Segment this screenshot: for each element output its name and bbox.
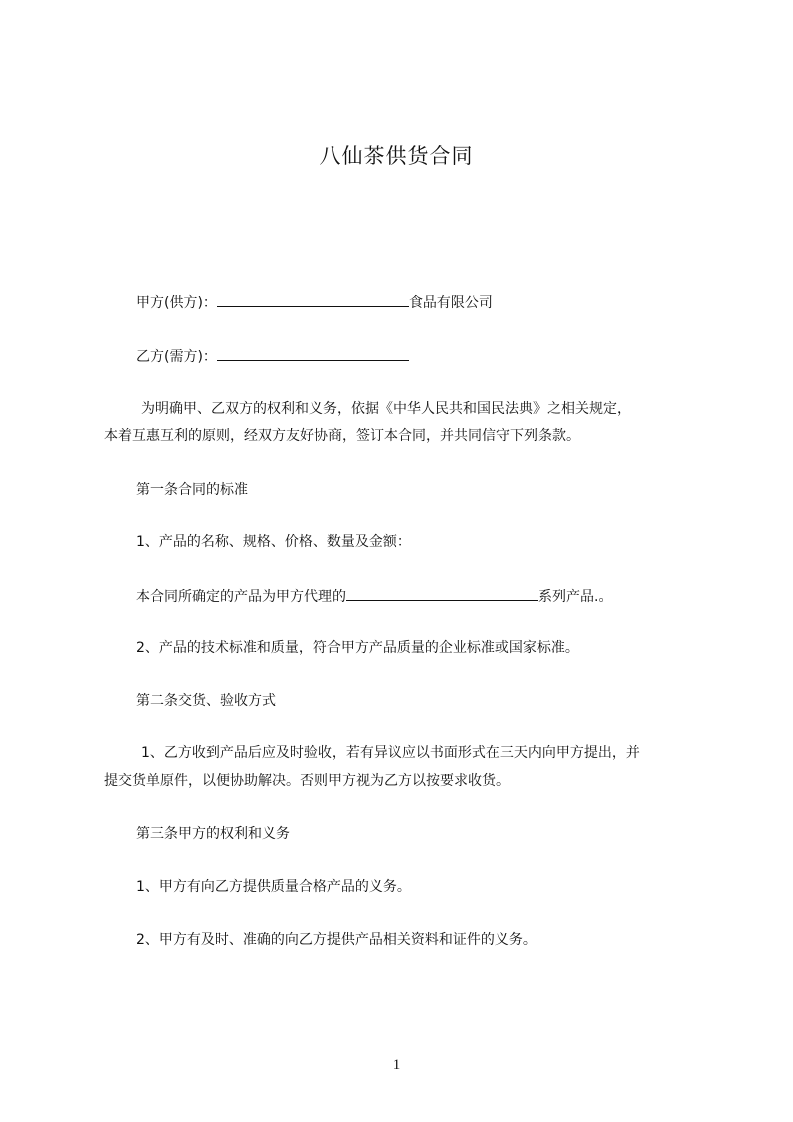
product-prefix: 本合同所确定的产品为甲方代理的	[136, 589, 346, 605]
preamble-line-2: 本着互惠互利的原则，经双方友好协商，签订本合同，并共同信守下列条款。	[104, 428, 580, 444]
party-b-label: 乙方(需方)：	[136, 349, 217, 365]
article-1-product-line	[136, 585, 612, 607]
party-b-blank	[217, 345, 409, 361]
preamble-line-1: 为明确甲、乙双方的权利和义务，依据《中华人民共和国民法典》之相关规定，	[141, 401, 631, 417]
party-a-suffix: 食品有限公司	[408, 295, 493, 311]
article-3-heading: 第三条甲方的权利和义务	[136, 826, 290, 842]
article-3-item-2: 2、甲方有及时、准确的向乙方提供产品相关资料和证件的义务。	[136, 932, 537, 948]
party-a-line	[136, 291, 493, 313]
party-a-label: 甲方(供方)：	[136, 295, 217, 311]
product-blank	[346, 585, 538, 601]
article-2-item-1-line-1: 1、乙方收到产品后应及时验收，若有异议应以书面形式在三天内向甲方提出，并	[141, 745, 640, 761]
party-a-blank	[217, 291, 409, 307]
product-suffix: 系列产品.。	[538, 589, 613, 605]
contract-title: 八仙茶供货合同	[319, 144, 474, 168]
article-1-item-1: 1、产品的名称、规格、价格、数量及金额：	[136, 534, 411, 550]
page-number: 1	[392, 1057, 401, 1073]
article-3-item-1: 1、甲方有向乙方提供质量合格产品的义务。	[136, 879, 411, 895]
party-b-line	[136, 345, 409, 367]
article-2-item-1-line-2: 提交货单原件，以便协助解决。否则甲方视为乙方以按要求收货。	[104, 773, 510, 789]
article-2-heading: 第二条交货、验收方式	[136, 693, 276, 709]
article-1-item-2: 2、产品的技术标准和质量，符合甲方产品质量的企业标准或国家标准。	[136, 640, 579, 656]
article-1-heading: 第一条合同的标准	[136, 482, 248, 498]
